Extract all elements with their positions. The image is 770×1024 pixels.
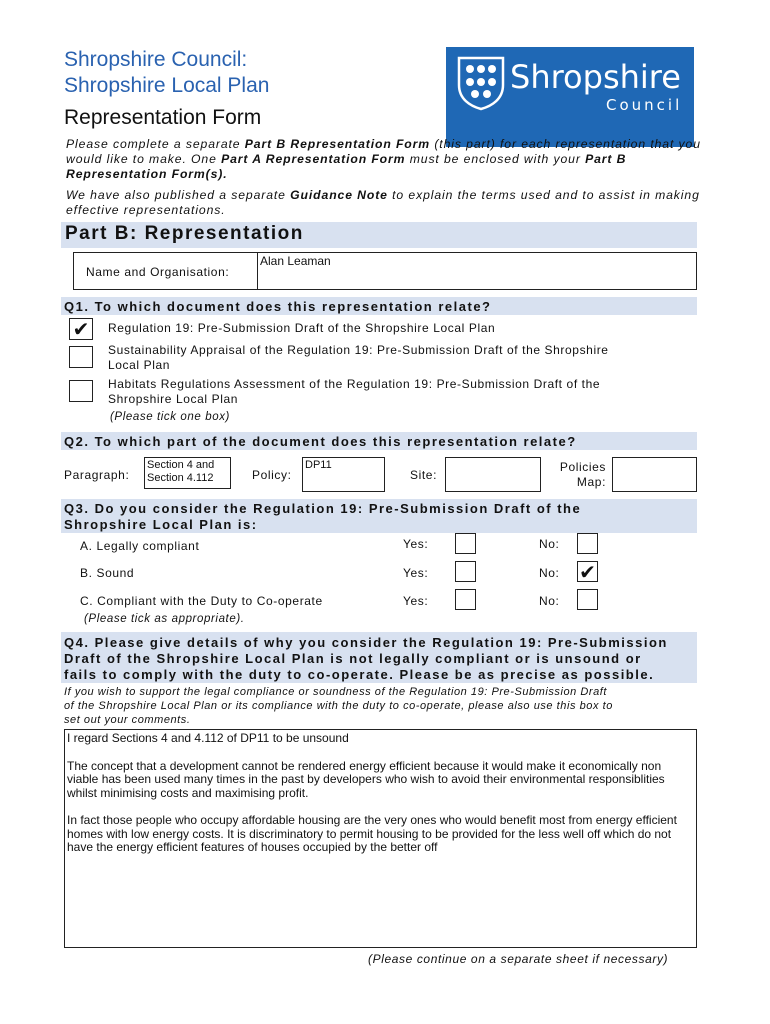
comment-paragraph-3: In fact those people who occupy affordable housing are the very ones who would benefit most from energy efficient homes with low energy costs. It is discriminatory to permit housing to be provided for the less well off which do not have the energy efficient features of houses occupied by the better off	[67, 813, 677, 854]
name-org-value[interactable]: Alan Leaman	[260, 254, 331, 268]
q4-heading-line1: Q4. Please give details of why you consider the Regulation 19: Pre-Submission	[64, 635, 668, 650]
continue-note: (Please continue on a separate sheet if necessary)	[368, 952, 669, 966]
q3-sound-yes-checkbox[interactable]	[455, 561, 476, 582]
paragraph-label: Paragraph:	[64, 468, 130, 482]
q1-option-2-label-line2: Local Plan	[108, 358, 171, 372]
q3-sound-no-checkbox[interactable]: ✔	[577, 561, 598, 582]
q2-heading: Q2. To which part of the document does this representation relate?	[64, 434, 577, 449]
comment-paragraph-1: I regard Sections 4 and 4.112 of DP11 to be unsound	[67, 731, 349, 745]
q1-option-1-checkbox[interactable]: ✔	[69, 318, 93, 340]
q3-no-label: No:	[539, 594, 560, 608]
q3-row-duty-label: C. Compliant with the Duty to Co-operate	[80, 594, 323, 608]
q3-note: (Please tick as appropriate).	[84, 613, 245, 625]
q3-legal-yes-checkbox[interactable]	[455, 533, 476, 554]
policy-input[interactable]: DP11	[302, 457, 385, 492]
site-label: Site:	[410, 468, 438, 482]
site-input[interactable]	[445, 457, 541, 492]
q3-heading-line2: Shropshire Local Plan is:	[64, 517, 258, 532]
q3-legal-no-checkbox[interactable]	[577, 533, 598, 554]
q4-instruction-line1: If you wish to support the legal compliance or soundness of the Regulation 19: Pre-Submission Draft	[64, 686, 607, 698]
q3-yes-label: Yes:	[403, 537, 429, 551]
q1-bar	[61, 297, 697, 315]
paragraph-input[interactable]: Section 4 and Section 4.112	[144, 457, 231, 489]
shropshire-council-logo	[446, 47, 694, 147]
q3-no-label: No:	[539, 566, 560, 580]
q3-row-sound-label: B. Sound	[80, 566, 135, 580]
part-b-bar	[61, 222, 697, 248]
policies-map-label-line2: Map:	[576, 475, 606, 489]
logo-subword: Council	[606, 96, 683, 114]
q3-heading-line1: Q3. Do you consider the Regulation 19: Pre-Submission Draft of the	[64, 501, 582, 516]
plan-title: Shropshire Local Plan	[64, 74, 270, 97]
council-title: Shropshire Council:	[64, 48, 248, 71]
q4-heading-line2: Draft of the Shropshire Local Plan is not legally compliant or is unsound or	[64, 651, 642, 666]
q1-note: (Please tick one box)	[110, 411, 230, 423]
logo-word: Shropshire	[510, 58, 681, 96]
q3-no-label: No:	[539, 537, 560, 551]
q3-duty-no-checkbox[interactable]	[577, 589, 598, 610]
q1-option-3-checkbox[interactable]	[69, 380, 93, 402]
q4-heading-line3: fails to comply with the duty to co-operate. Please be as precise as possible.	[64, 667, 655, 682]
q1-heading: Q1. To which document does this representation relate?	[64, 299, 492, 314]
q3-yes-label: Yes:	[403, 594, 429, 608]
q1-option-3-label-line2: Shropshire Local Plan	[108, 392, 239, 406]
policies-map-label-line1: Policies	[559, 460, 606, 474]
intro-paragraph-1: Please complete a separate Part B Representation Form (this part) for each representation that you would like to make. One Part A Representation Form must be enclosed with your Part B Representation Form(s).	[66, 137, 701, 181]
q3-duty-yes-checkbox[interactable]	[455, 589, 476, 610]
intro-paragraph-2: We have also published a separate Guidance Note to explain the terms used and to assist in making effective representations.	[66, 188, 700, 217]
policies-map-input[interactable]	[612, 457, 697, 492]
q1-option-2-label-line1: Sustainability Appraisal of the Regulation 19: Pre-Submission Draft of the Shropshire	[108, 343, 609, 357]
name-org-row	[73, 252, 697, 290]
q4-bar	[61, 632, 697, 683]
q1-option-3-label-line1: Habitats Regulations Assessment of the Regulation 19: Pre-Submission Draft of the	[108, 377, 601, 391]
divider	[257, 252, 258, 290]
name-org-label: Name and Organisation:	[86, 265, 230, 279]
q3-bar	[61, 499, 697, 533]
q2-bar	[61, 432, 697, 450]
q4-comment-box[interactable]	[64, 729, 697, 948]
shield-crest-icon	[456, 55, 506, 111]
q4-instruction-line2: of the Shropshire Local Plan or its compliance with the duty to co-operate, please also use this box to	[64, 700, 613, 712]
comment-paragraph-2: The concept that a development cannot be rendered energy efficient because it would make it economically non viable has been used many times in the past by developers who wish to avoid their environmental responsiblities whilst minimising costs and maximising profit.	[67, 758, 665, 800]
part-b-heading: Part B: Representation	[65, 223, 304, 244]
q4-instruction-line3: set out your comments.	[64, 714, 191, 726]
q1-option-2-checkbox[interactable]	[69, 346, 93, 368]
policy-label: Policy:	[252, 468, 292, 482]
q3-row-legal-label: A. Legally compliant	[80, 539, 200, 553]
q1-option-1-label: Regulation 19: Pre-Submission Draft of the Shropshire Local Plan	[108, 321, 496, 335]
q3-yes-label: Yes:	[403, 566, 429, 580]
form-title: Representation Form	[64, 106, 262, 129]
